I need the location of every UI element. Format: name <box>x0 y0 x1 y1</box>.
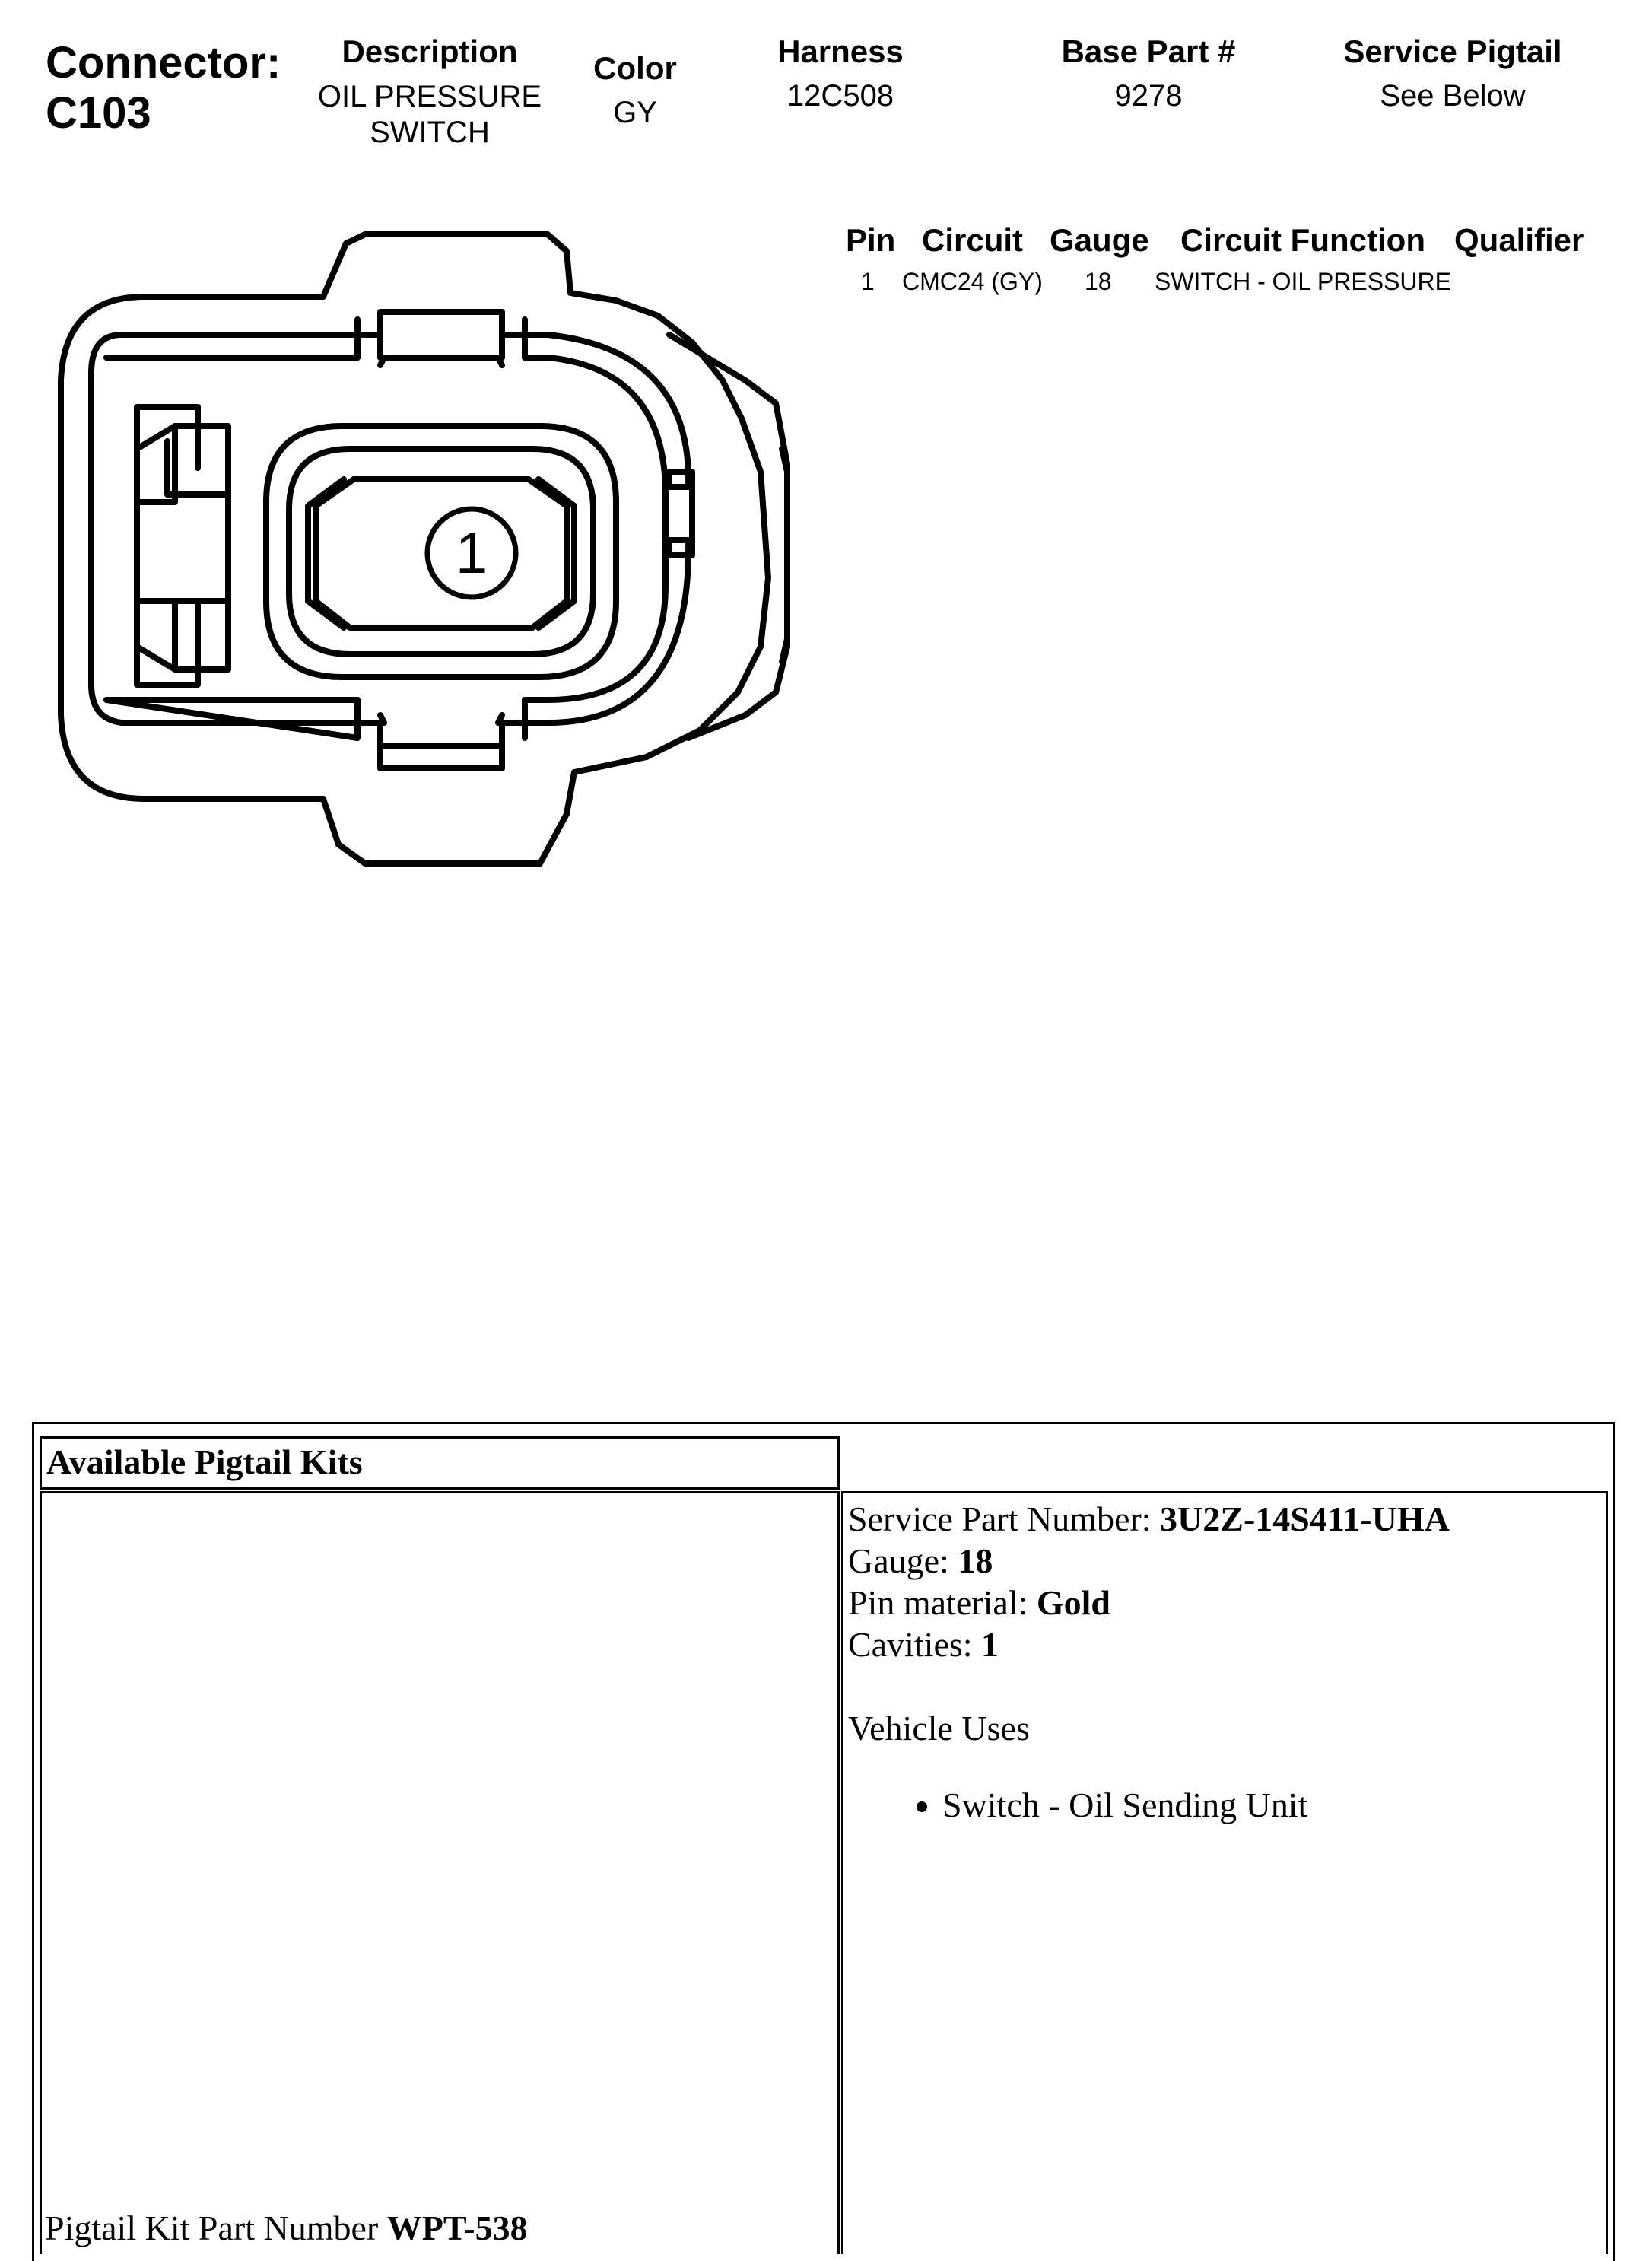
connector-id: C103 <box>46 88 151 138</box>
base-part-value: 9278 <box>1114 79 1183 113</box>
base-part-header: Base Part # <box>1061 33 1236 69</box>
description-line-2: SWITCH <box>370 116 490 149</box>
service-pigtail-header: Service Pigtail <box>1343 33 1562 69</box>
qualifier-header: Qualifier <box>1454 222 1584 258</box>
connector-face-diagram <box>46 221 814 875</box>
vehicle-uses-list <box>848 1784 1450 1826</box>
service-part-label: Service Part Number: <box>848 1499 1161 1538</box>
service-part-line <box>848 1498 1450 1540</box>
harness-value: 12C508 <box>786 79 894 113</box>
gauge-header: Gauge <box>1050 222 1149 258</box>
pigtail-kit-details <box>848 1498 1450 1826</box>
vehicle-uses-heading: Vehicle Uses <box>848 1709 1030 1747</box>
pigtail-kit-number: WPT-538 <box>386 2209 528 2247</box>
pigtail-kit-left-cell <box>40 1491 840 2254</box>
cavity-1-label: 1 <box>455 521 488 586</box>
gauge-value: 18 <box>958 1541 993 1580</box>
pigtail-kit-label: Pigtail Kit Part Number <box>45 2209 387 2247</box>
color-header: Color <box>593 50 677 86</box>
pin-header: Pin <box>846 222 896 258</box>
gauge-line <box>848 1540 1450 1582</box>
color-value: GY <box>613 96 657 129</box>
pigtail-kits-title: Available Pigtail Kits <box>46 1442 363 1481</box>
cavities-value: 1 <box>981 1625 999 1664</box>
cavities-label: Cavities: <box>848 1625 982 1664</box>
pin-1-gauge: 18 <box>1085 268 1112 295</box>
pin-material-line <box>848 1582 1450 1623</box>
pigtail-kit-number-line <box>45 2207 528 2249</box>
service-part-number: 3U2Z-14S411-UHA <box>1160 1499 1450 1538</box>
description-line-1: OIL PRESSURE <box>317 80 542 113</box>
cavities-line <box>848 1623 1450 1665</box>
connector-title <box>46 38 281 138</box>
vehicle-use-item: • Switch - Oil Sending Unit <box>942 1784 1450 1826</box>
pin-1-number: 1 <box>861 268 875 295</box>
connector-label: Connector: <box>46 38 281 87</box>
circuit-header: Circuit <box>922 222 1024 258</box>
description-value <box>289 79 570 151</box>
circuit-function-header: Circuit Function <box>1180 222 1425 258</box>
description-header: Description <box>342 33 518 69</box>
pin-1-circuit: CMC24 (GY) <box>902 268 1043 295</box>
pigtail-kits-title-box <box>40 1436 840 1490</box>
pin-material-label: Pin material: <box>848 1583 1037 1622</box>
gauge-label: Gauge: <box>848 1541 958 1580</box>
pin-material-value: Gold <box>1036 1583 1110 1622</box>
harness-header: Harness <box>777 33 904 69</box>
pigtail-kit-details-cell <box>841 1491 1608 2254</box>
pin-1-function: SWITCH - OIL PRESSURE <box>1155 268 1451 295</box>
service-pigtail-value: See Below <box>1380 79 1526 113</box>
